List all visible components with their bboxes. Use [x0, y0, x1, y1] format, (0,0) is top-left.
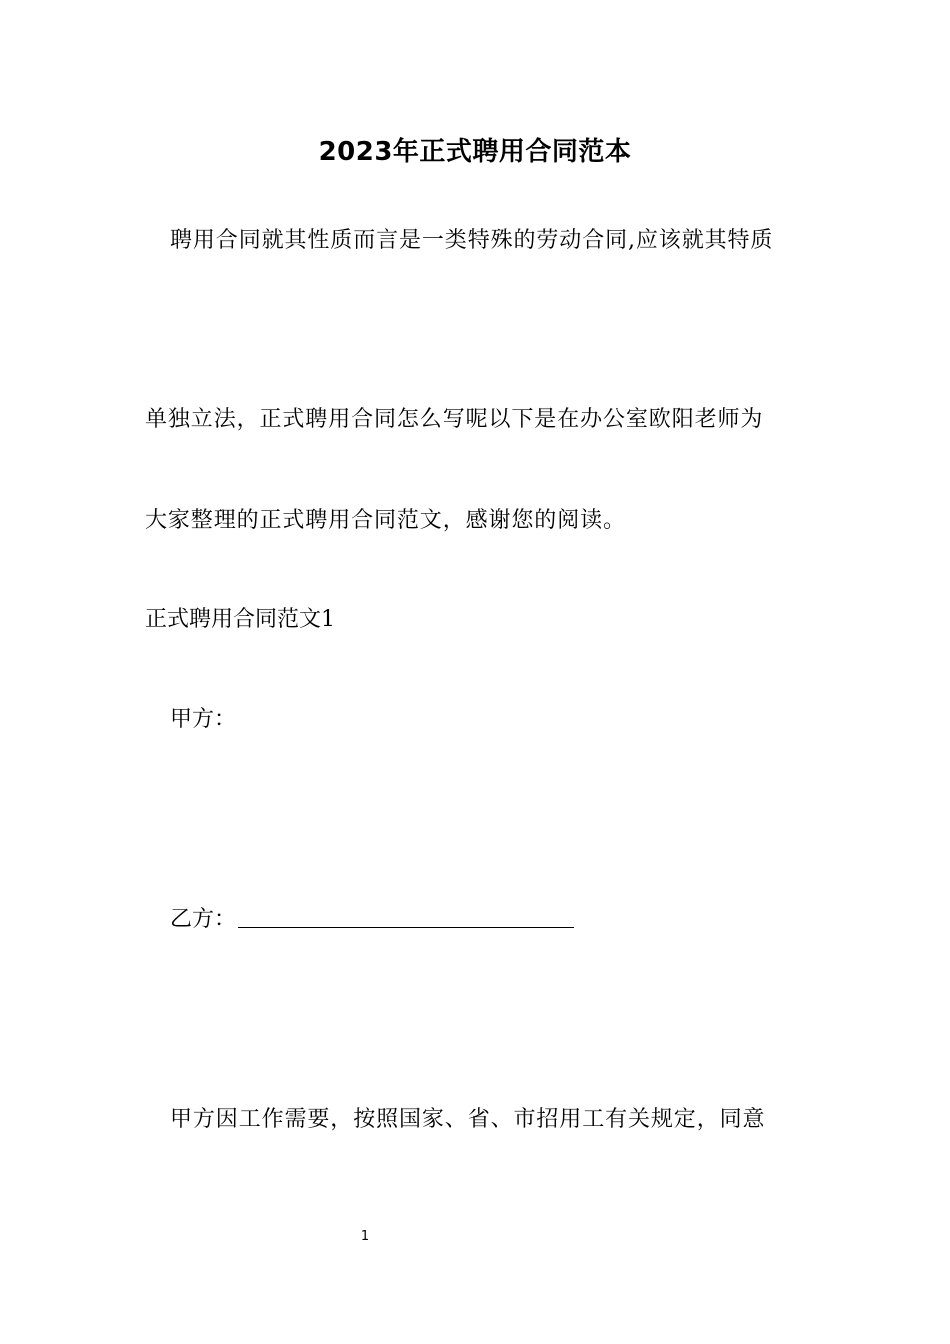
- party-b-blank-field: [238, 905, 574, 928]
- page-number: 1: [360, 1229, 370, 1244]
- document-title: 2023年正式聘用合同范本: [318, 137, 632, 167]
- intro-line-2: 单独立法，正式聘用合同怎么写呢以下是在办公室欧阳老师为: [145, 407, 764, 432]
- party-a-label: 甲方：: [170, 707, 237, 732]
- party-b-row: [170, 905, 832, 935]
- body-line: 甲方因工作需要，按照国家、省、市招用工有关规定，同意: [170, 1107, 766, 1132]
- intro-line-1: 聘用合同就其性质而言是一类特殊的劳动合同,应该就其特质: [170, 228, 774, 253]
- section-heading: 正式聘用合同范文1: [145, 607, 335, 632]
- intro-line-3: 大家整理的正式聘用合同范文，感谢您的阅读。: [145, 508, 626, 533]
- party-b-label: 乙方：: [170, 907, 237, 932]
